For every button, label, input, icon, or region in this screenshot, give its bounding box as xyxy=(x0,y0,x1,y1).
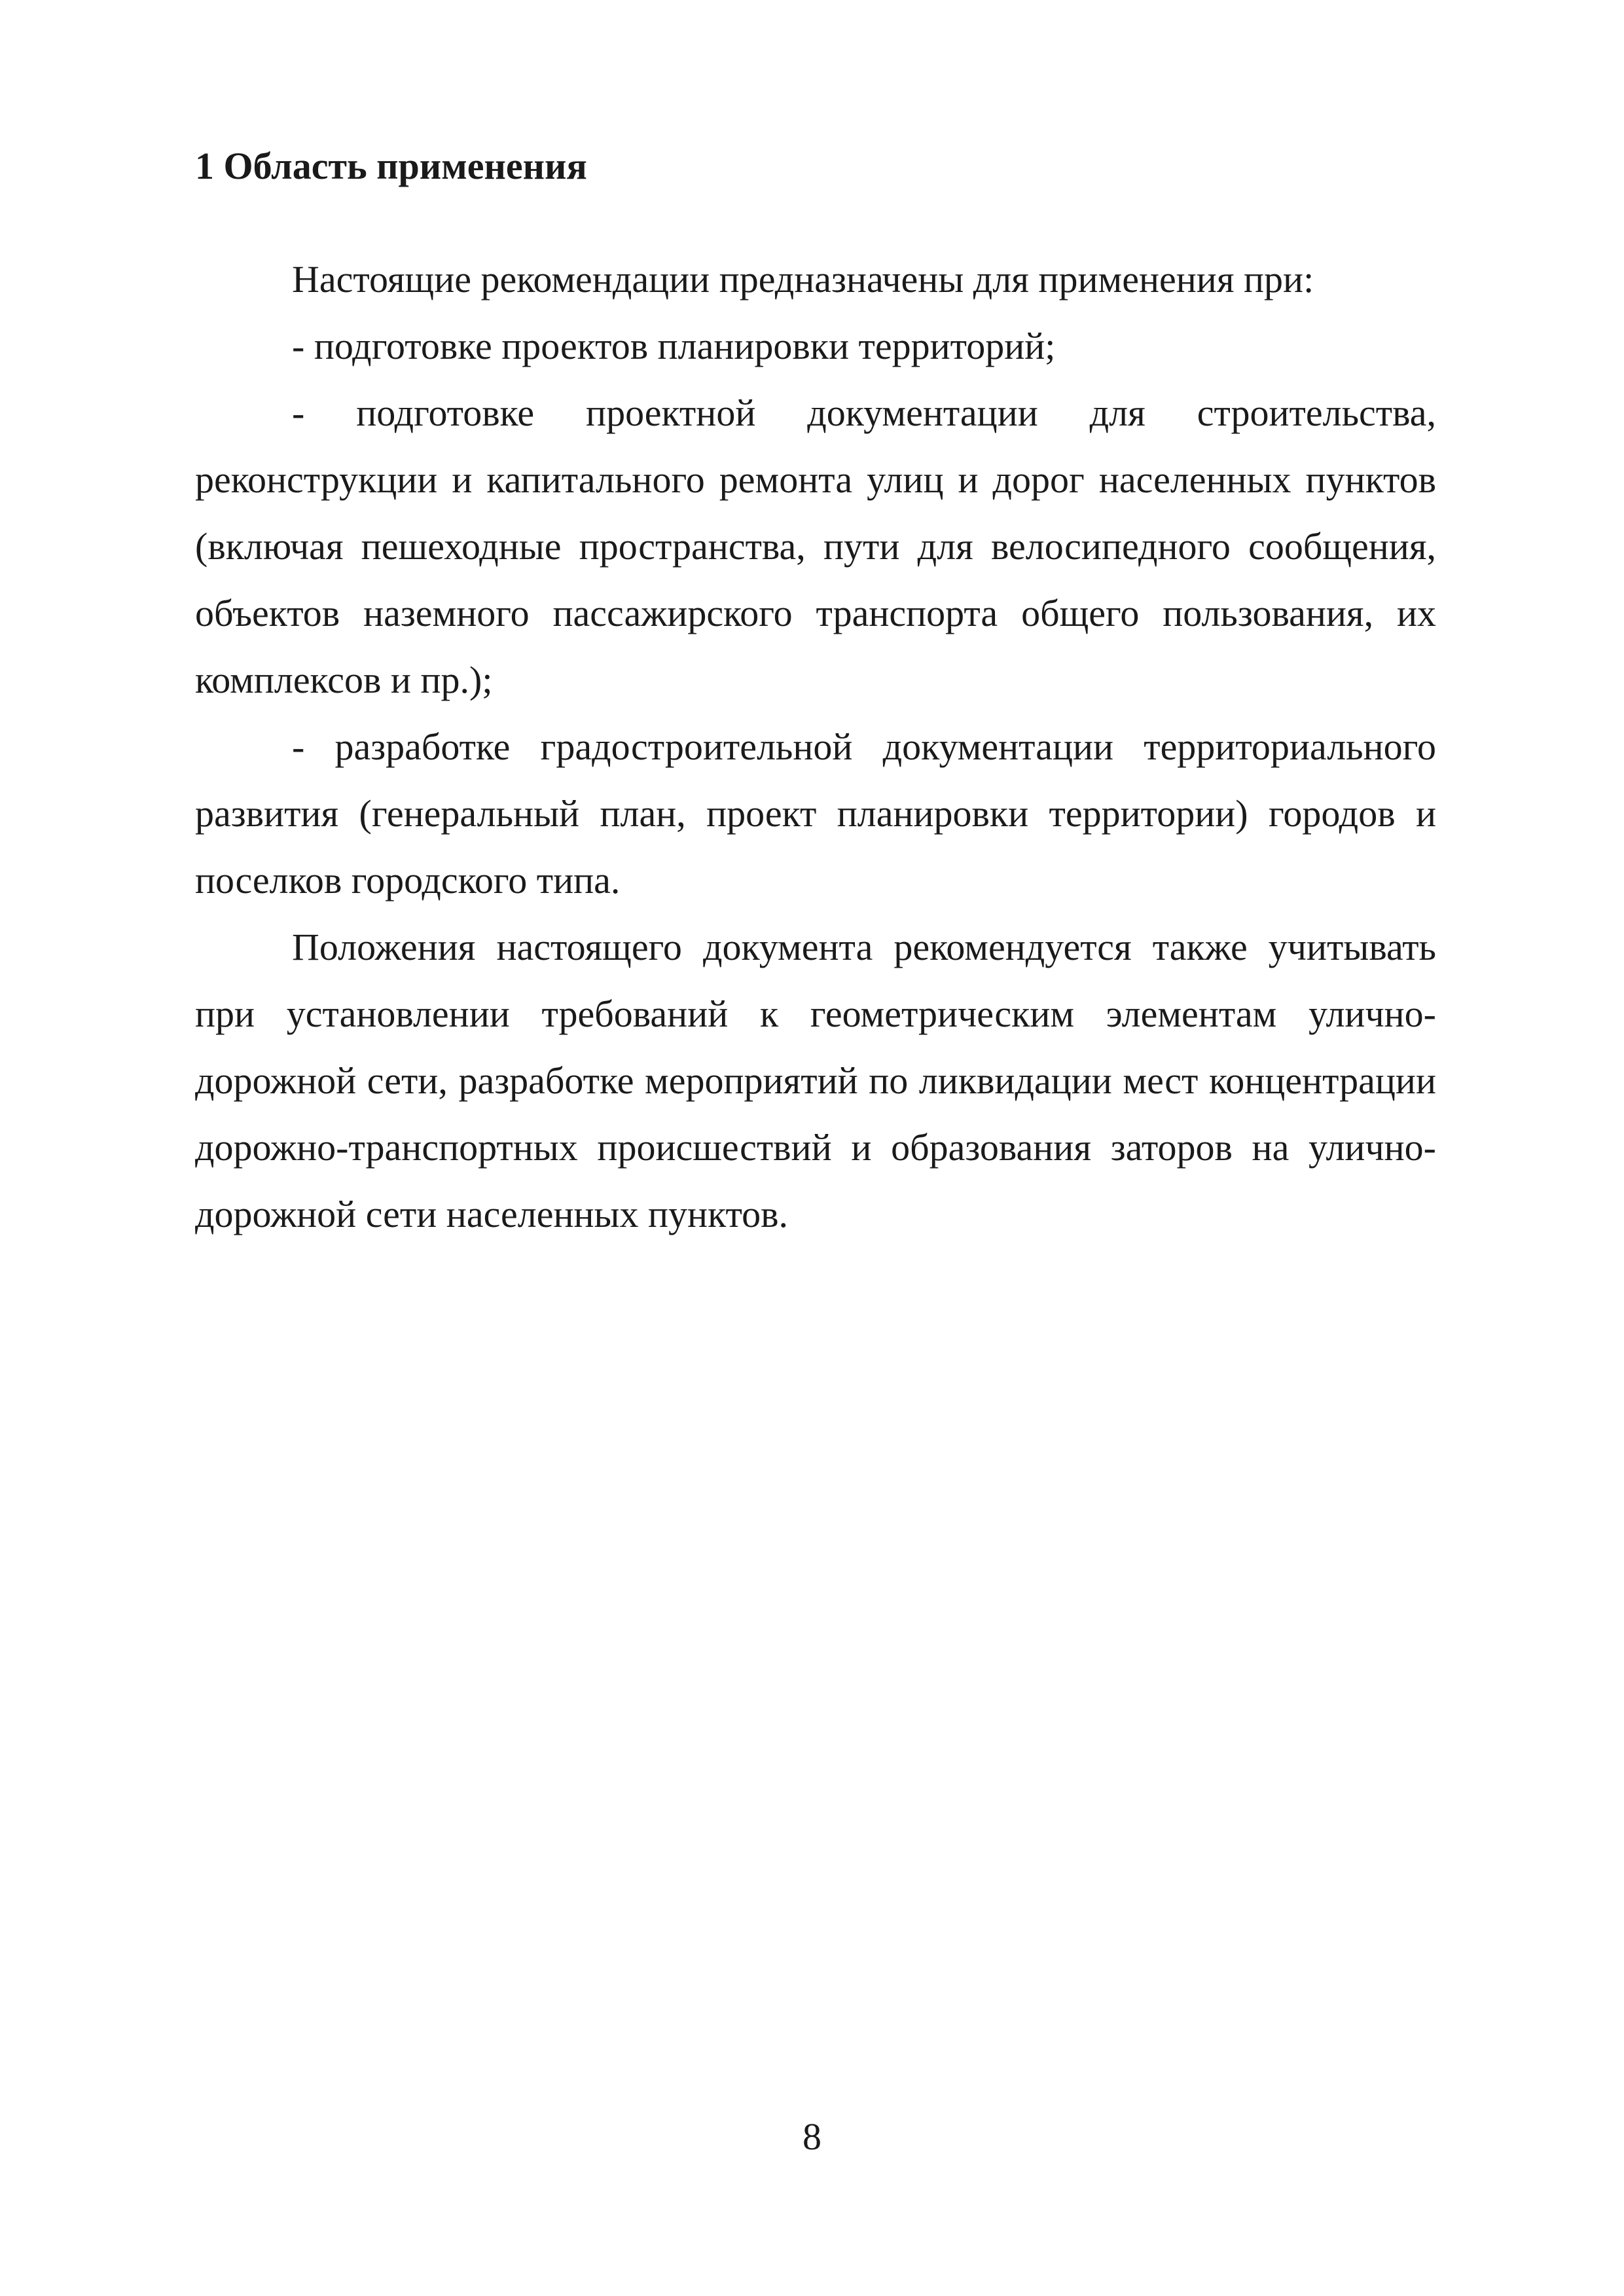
paragraph-intro: Настоящие рекомендации предназначены для применения при: xyxy=(292,258,1314,301)
section-heading: 1 Область применения xyxy=(195,145,587,187)
paragraph-provisions: Положения настоящего документа рекомендуется также учитывать при установлении требований к геометрическим элементам улично-дорожной сети, разработке мероприятий по ликвидации мест концентрации дорожно-транспортных происшествий и образования заторов на улично-дорожной сети населенных пунктов. xyxy=(195,926,1436,1235)
list-item-project-documentation: - подготовке проектной документации для строительства, реконструкции и капитального ремонта улиц и дорог населенных пунктов (включая пешеходные пространства, пути для велосипедного сообщения, объектов наземного пассажирского транспорта общего пользования, их комплексов и пр.); xyxy=(195,392,1436,701)
list-item-urban-planning-documentation: - разработке градостроительной документации территориального развития (генеральный план, проект планировки территории) городов и поселков городского типа. xyxy=(195,725,1436,902)
list-item-planning-projects: - подготовке проектов планировки территорий; xyxy=(292,325,1056,367)
page-content xyxy=(195,143,1436,1248)
page-number: 8 xyxy=(803,2115,821,2158)
